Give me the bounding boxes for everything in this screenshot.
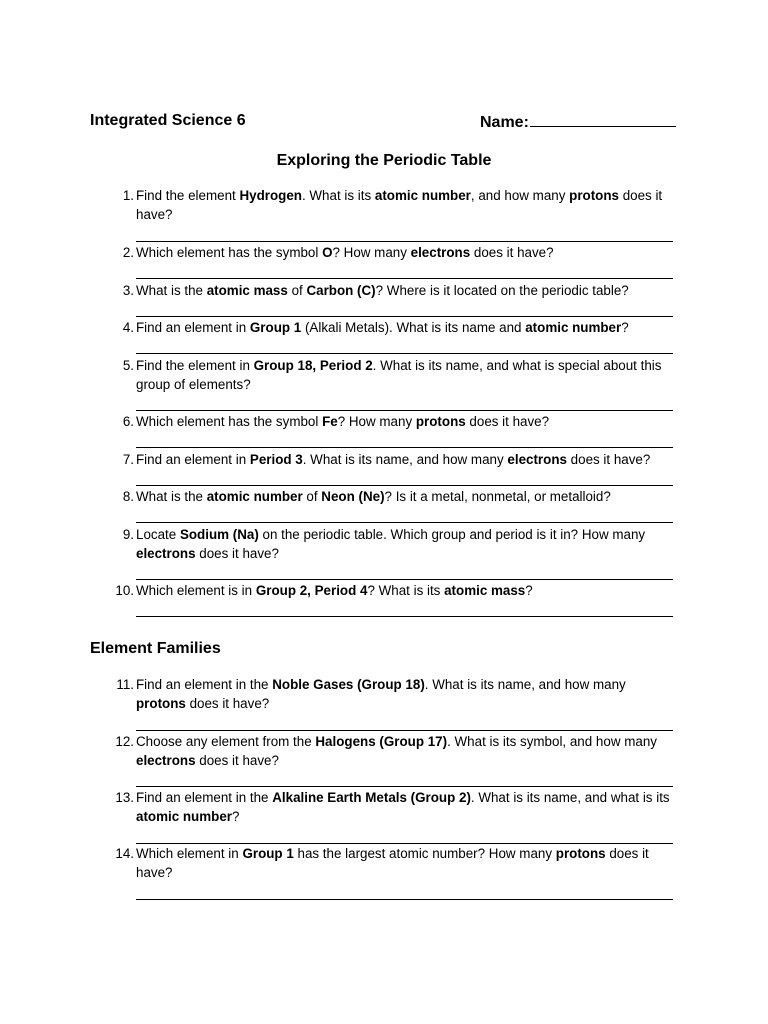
- question-keyword: Group 18, Period 2: [253, 358, 373, 373]
- section-heading-element-families: Element Families: [90, 640, 221, 657]
- question-number: 6.: [122, 414, 134, 429]
- question-text-run: has the largest atomic number? How many: [293, 846, 556, 861]
- question-text: [136, 488, 678, 507]
- question-number: 14.: [115, 846, 134, 861]
- question-keyword: Neon (Ne): [321, 489, 385, 504]
- question-number: 12.: [115, 734, 134, 749]
- question-text-run: ?: [525, 583, 533, 598]
- answer-line-9: [136, 579, 673, 580]
- question-keyword: Group 1: [249, 320, 302, 335]
- question-2: [112, 244, 678, 263]
- answer-line-1: [136, 241, 673, 242]
- question-text-run: Find an element in the: [136, 677, 273, 692]
- course-title: Integrated Science 6: [90, 112, 246, 129]
- question-keyword: protons: [569, 188, 619, 203]
- question-number: 11.: [116, 677, 134, 692]
- question-text: [136, 526, 678, 563]
- question-text-run: Find the element: [136, 188, 240, 203]
- question-text-run: . What is its name, and what is its: [470, 790, 670, 805]
- question-text-run: Find the element in: [136, 358, 254, 373]
- question-keyword: Group 1: [242, 846, 294, 861]
- question-text-run: . What is its name, and how many: [302, 452, 508, 467]
- question-text-run: ?: [231, 808, 240, 824]
- question-text-run: Which element has the symbol: [136, 414, 323, 429]
- answer-line-3: [136, 316, 673, 317]
- question-text: [136, 582, 678, 601]
- question-text-run: Find an element in: [136, 452, 250, 467]
- question-keyword: electrons: [507, 452, 567, 467]
- answer-line-13: [136, 843, 673, 844]
- question-text-run: does it have?: [136, 846, 649, 880]
- question-number: 4.: [122, 320, 134, 335]
- question-10: [112, 582, 678, 601]
- question-keyword: Alkaline Earth Metals (Group 2): [272, 790, 471, 805]
- question-4: [112, 319, 678, 338]
- question-text-run: . What is its symbol, and how many: [447, 734, 657, 749]
- question-text-run: What is the: [136, 489, 207, 504]
- question-text-run: ? Is it a metal, nonmetal, or metalloid?: [384, 489, 611, 504]
- question-text-run: Locate: [136, 527, 180, 542]
- question-text-run: does it have?: [136, 188, 663, 222]
- question-text-run: Which element is in: [136, 583, 256, 598]
- question-number: 10.: [115, 583, 134, 598]
- question-text-run: Find an element in: [136, 320, 250, 335]
- question-text-run: does it have?: [195, 752, 279, 768]
- name-label: Name:: [480, 114, 529, 131]
- question-text-run: does it have?: [470, 245, 554, 260]
- question-11: [112, 676, 678, 713]
- question-keyword: O: [322, 245, 333, 260]
- answer-line-11: [136, 730, 673, 731]
- question-keyword: atomic number: [525, 320, 622, 335]
- answer-line-12: [136, 786, 673, 787]
- question-12: [112, 733, 678, 770]
- question-6: [112, 413, 678, 432]
- answer-line-2: [136, 278, 673, 279]
- question-text-run: does it have?: [566, 452, 651, 467]
- question-keyword: electrons: [410, 245, 471, 260]
- question-1: [112, 187, 678, 224]
- answer-line-14: [136, 899, 673, 900]
- question-text: [136, 733, 678, 770]
- question-8: [112, 488, 678, 507]
- question-text-run: . What is its: [301, 188, 375, 203]
- question-text: [136, 676, 678, 713]
- name-field: [480, 111, 676, 133]
- question-keyword: electrons: [136, 545, 196, 561]
- worksheet-title: Exploring the Periodic Table: [276, 152, 492, 169]
- question-text-run: does it have?: [465, 414, 550, 429]
- question-number: 9.: [122, 527, 134, 542]
- question-text-run: (Alkali Metals). What is its name and: [301, 320, 526, 335]
- question-keyword: Sodium (Na): [179, 527, 259, 542]
- question-text-run: ? How many: [332, 245, 411, 260]
- question-keyword: atomic mass: [206, 283, 288, 298]
- question-keyword: Fe: [322, 414, 338, 429]
- question-keyword: atomic number: [136, 808, 232, 824]
- name-blank-line: [530, 111, 676, 127]
- question-keyword: Group 2, Period 4: [255, 583, 368, 598]
- question-number: 3.: [122, 283, 134, 298]
- question-14: [112, 845, 678, 882]
- question-number: 5.: [122, 358, 134, 373]
- question-text-run: does it have?: [185, 695, 270, 711]
- answer-line-8: [136, 522, 673, 523]
- question-keyword: atomic mass: [444, 583, 526, 598]
- question-13: [112, 789, 678, 826]
- question-text: [136, 282, 678, 301]
- question-number: 8.: [122, 489, 134, 504]
- answer-line-5: [136, 410, 673, 411]
- answer-line-10: [136, 616, 673, 617]
- question-text: [136, 413, 678, 432]
- question-number: 7.: [122, 452, 134, 467]
- question-text-run: What is the: [136, 283, 207, 298]
- question-keyword: Period 3: [249, 452, 303, 467]
- question-text-run: of: [287, 283, 307, 298]
- question-text: [136, 789, 678, 826]
- question-text-run: does it have?: [195, 545, 279, 561]
- question-text-run: on the periodic table. Which group and period is it in? How many: [258, 527, 646, 542]
- question-text-run: Choose any element from the: [136, 734, 316, 749]
- question-text: [136, 451, 678, 470]
- question-keyword: Hydrogen: [239, 188, 302, 203]
- question-text-run: ? Where is it located on the periodic table?: [375, 283, 629, 298]
- question-text: [136, 319, 678, 338]
- question-keyword: atomic number: [374, 188, 471, 203]
- question-number: 1.: [122, 188, 134, 203]
- question-number: 13.: [115, 790, 134, 805]
- question-keyword: Halogens (Group 17): [315, 734, 448, 749]
- question-text: [136, 187, 678, 224]
- question-text: [136, 357, 678, 394]
- question-keyword: protons: [555, 846, 606, 861]
- question-text: [136, 244, 678, 263]
- question-3: [112, 282, 678, 301]
- question-text-run: Which element in: [136, 846, 243, 861]
- question-keyword: Noble Gases (Group 18): [272, 677, 425, 692]
- question-text-run: ? What is its: [367, 583, 445, 598]
- question-text-run: . What is its name, and what is special about this group of elements?: [136, 358, 662, 392]
- question-keyword: protons: [136, 695, 186, 711]
- question-keyword: Carbon (C): [306, 283, 376, 298]
- question-keyword: electrons: [136, 752, 196, 768]
- answer-line-4: [136, 353, 673, 354]
- question-keyword: atomic number: [206, 489, 303, 504]
- answer-line-7: [136, 485, 673, 486]
- question-text-run: . What is its name, and how many: [424, 677, 626, 692]
- answer-line-6: [136, 447, 673, 448]
- question-text-run: Find an element in the: [136, 790, 273, 805]
- question-5: [112, 357, 678, 394]
- question-number: 2.: [122, 245, 134, 260]
- question-text-run: of: [302, 489, 322, 504]
- question-keyword: protons: [415, 414, 466, 429]
- question-9: [112, 526, 678, 563]
- question-text-run: , and how many: [470, 188, 570, 203]
- question-text-run: Which element has the symbol: [136, 245, 323, 260]
- question-text: [136, 845, 678, 882]
- question-text-run: ? How many: [337, 414, 416, 429]
- question-7: [112, 451, 678, 470]
- question-text-run: ?: [621, 320, 629, 335]
